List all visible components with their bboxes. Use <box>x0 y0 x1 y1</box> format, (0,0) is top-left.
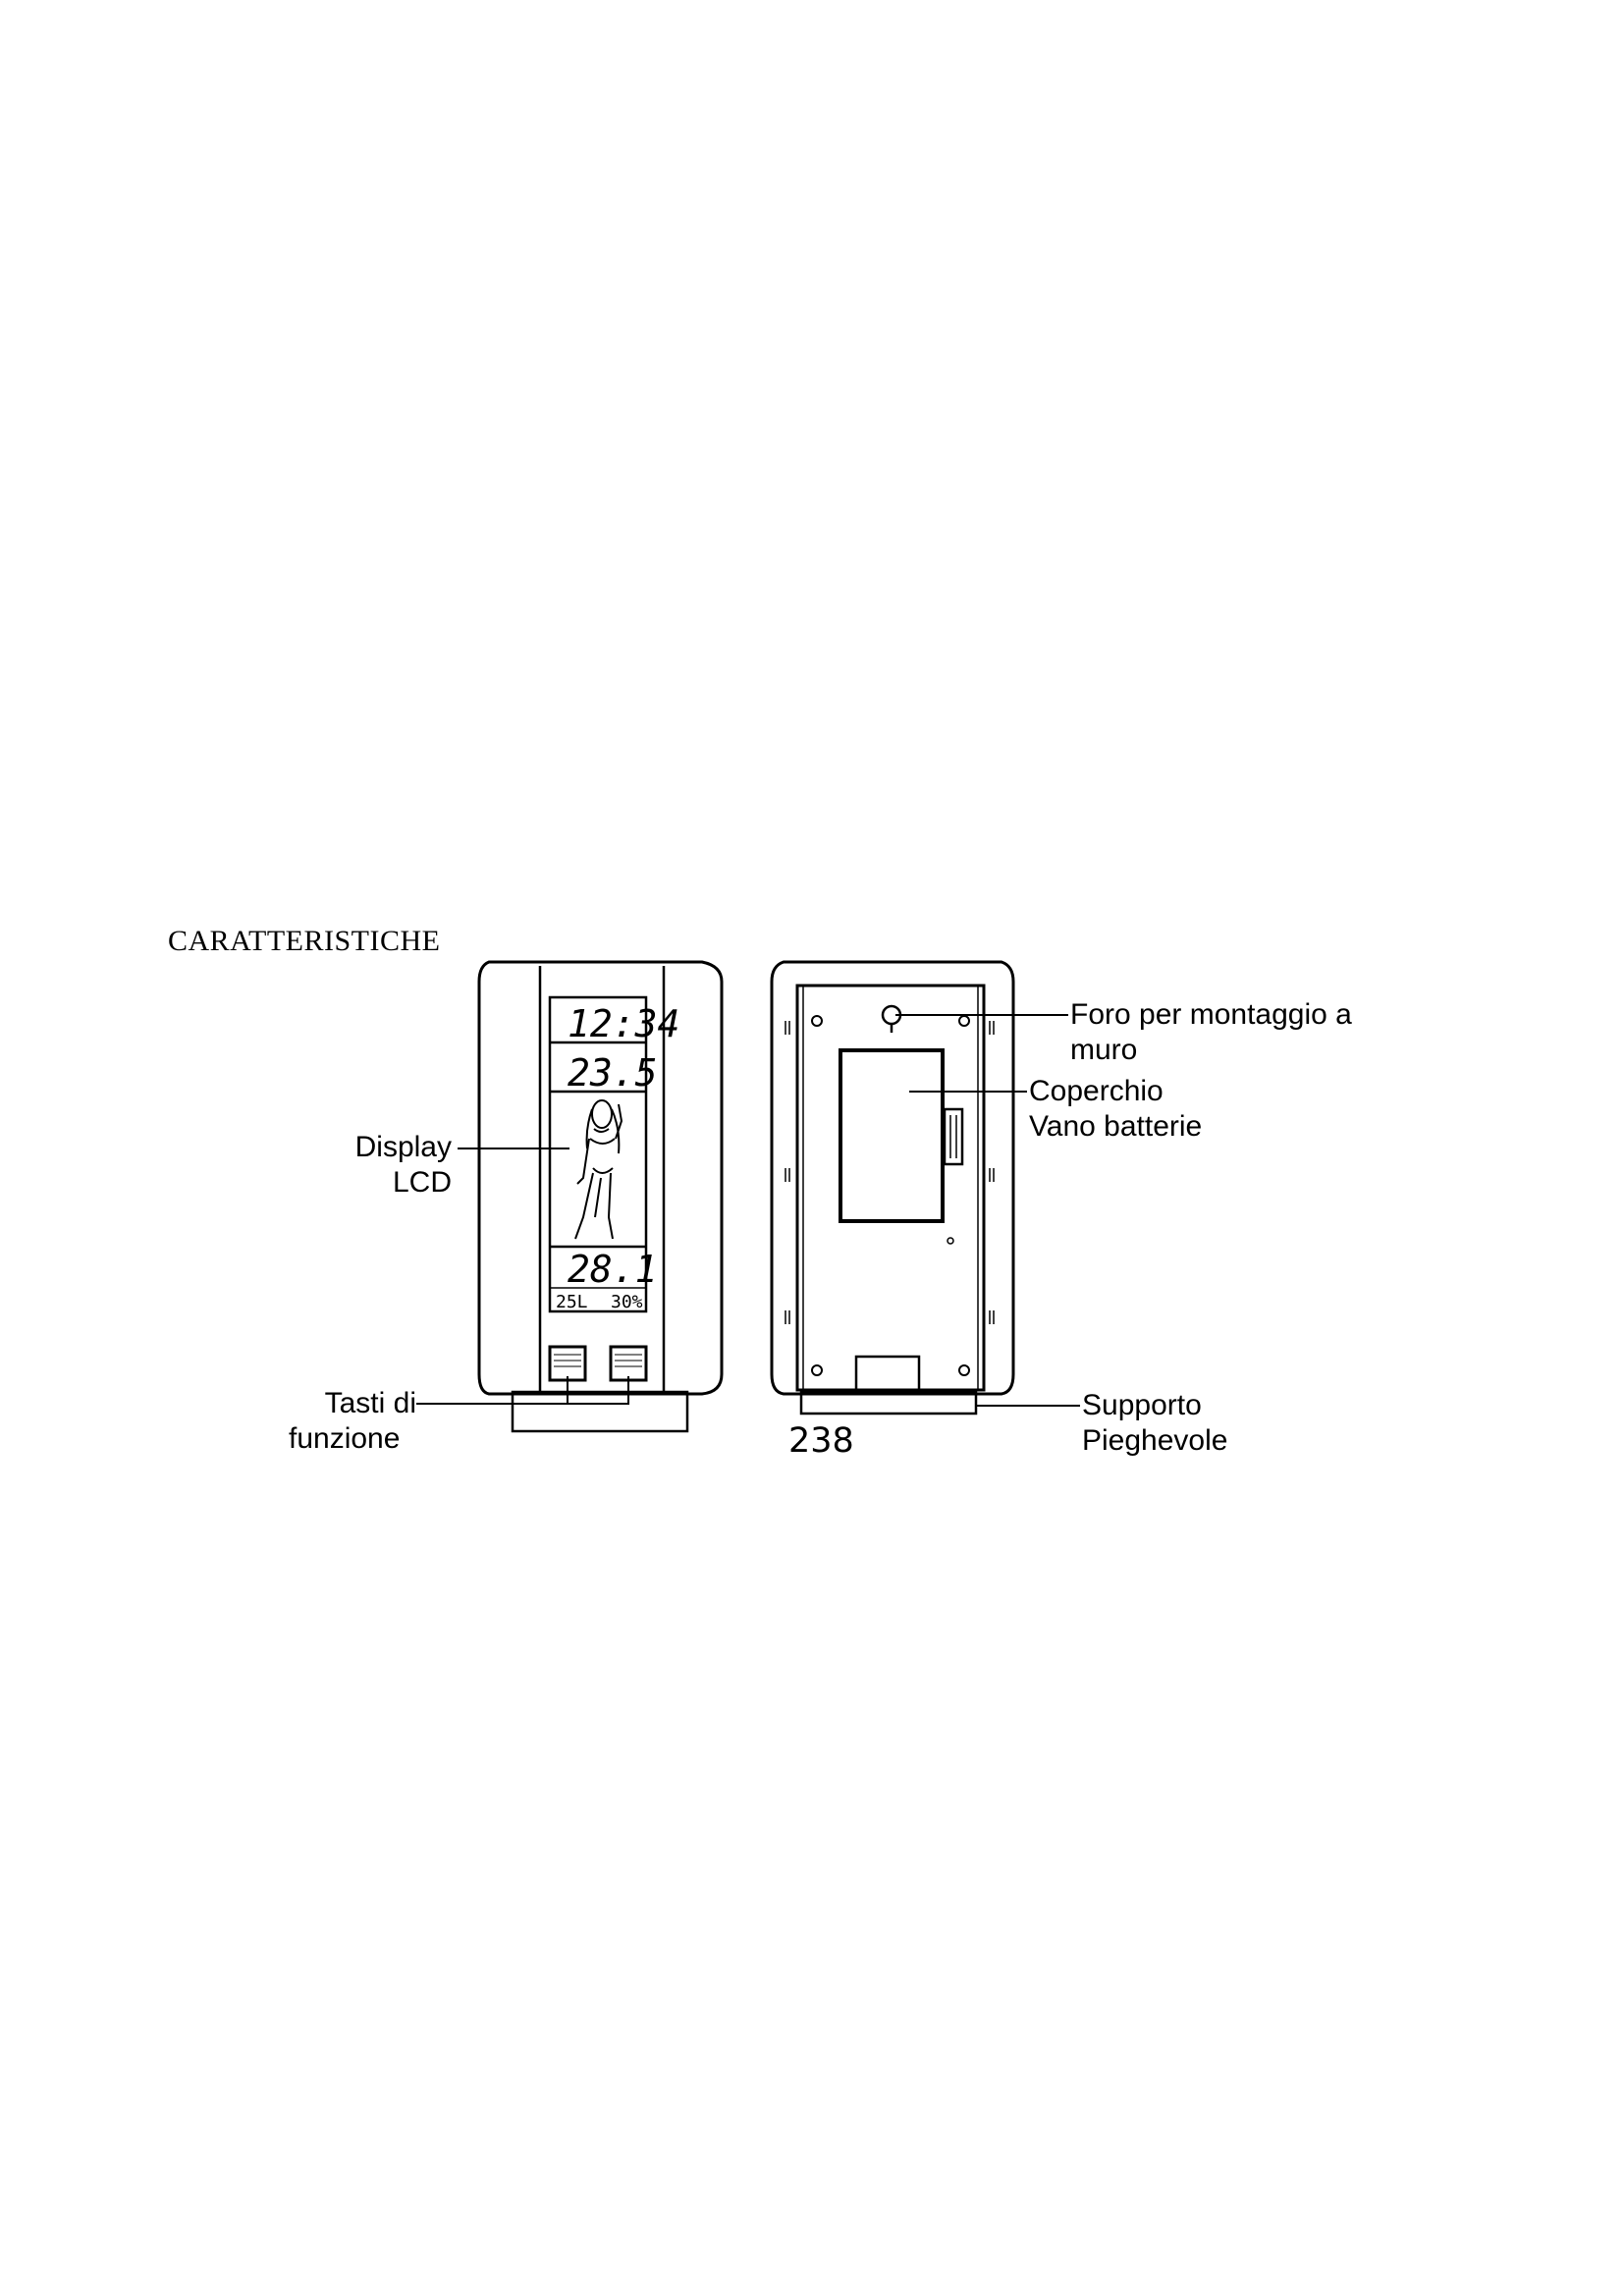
page-number: 238 <box>788 1421 854 1461</box>
lcd-figure <box>575 1100 622 1239</box>
lcd-bottom-left: 25L <box>556 1292 588 1312</box>
stand-line-1: Supporto <box>1082 1389 1202 1421</box>
lcd-indoor-temp: 23.5 <box>568 1051 658 1095</box>
display-label-line-2: LCD <box>392 1166 452 1199</box>
button-texture <box>554 1355 642 1366</box>
display-label-line-1: Display <box>354 1131 452 1163</box>
battery-cover <box>840 1050 943 1221</box>
back-stand-slot <box>856 1357 919 1390</box>
section-heading: CARATTERISTICHE <box>168 925 441 957</box>
back-view-device <box>772 962 1080 1414</box>
function-keys-label <box>289 1386 416 1457</box>
battery-cover-line-2: Vano batterie <box>1029 1110 1203 1143</box>
lcd-outdoor-temp: 28.1 <box>568 1248 658 1291</box>
wall-hole-line-2: muro <box>1070 1034 1138 1066</box>
wall-hole-label <box>1070 997 1352 1068</box>
stand-label <box>1082 1388 1227 1459</box>
battery-latch <box>945 1109 962 1164</box>
lcd-time: 12:34 <box>568 1002 680 1045</box>
wall-hole-line-1: Foro per montaggio a <box>1070 998 1352 1031</box>
function-keys-line-1: Tasti di <box>324 1387 416 1419</box>
function-keys-line-2: funzione <box>289 1422 401 1455</box>
keys-leader <box>416 1376 628 1404</box>
lcd-bottom-right: 30% <box>611 1292 643 1312</box>
battery-cover-line-1: Coperchio <box>1029 1075 1164 1107</box>
stand-line-2: Pieghevole <box>1082 1424 1228 1457</box>
plus-button <box>611 1347 646 1380</box>
set-button <box>550 1347 585 1380</box>
display-lcd-label <box>324 1130 452 1201</box>
battery-cover-label <box>1029 1074 1202 1145</box>
front-stand <box>513 1392 687 1431</box>
back-panel <box>797 986 984 1390</box>
